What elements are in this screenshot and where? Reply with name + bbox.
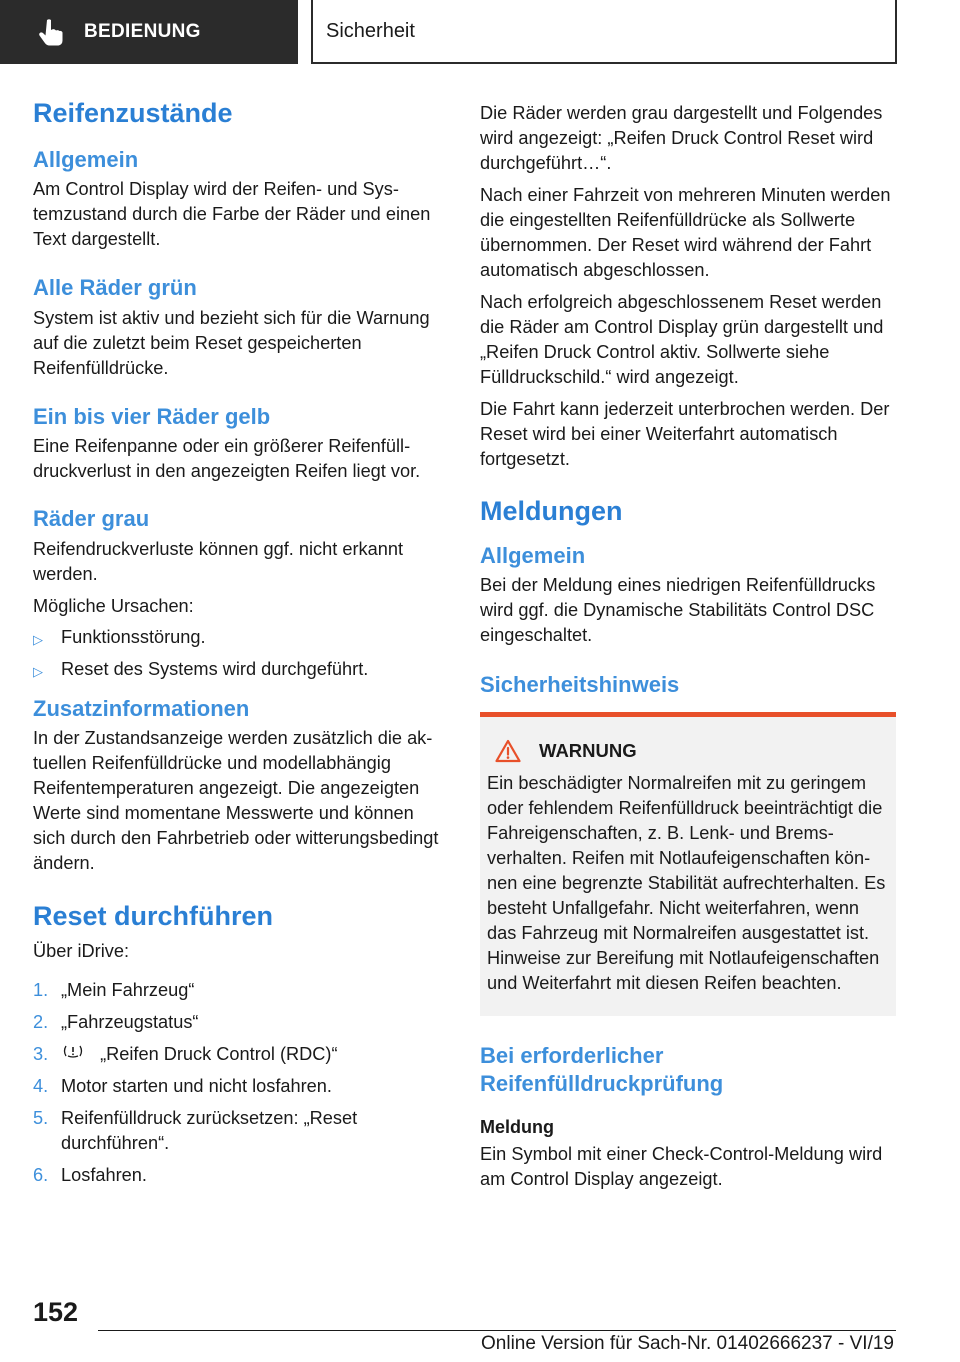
paragraph-unterbrechung: Die Fahrt kann jederzeit unterbrochen werden. Der Reset wird bei einer Weiterfahrt automatisch fortgesetzt. <box>480 399 890 469</box>
page-title: Reifenzustände <box>33 98 233 128</box>
footer-text: Online Version für Sach-Nr. 01402666237 - VI/19 <box>481 1333 894 1354</box>
list-item: 1. „Mein Fahrzeug“ <box>33 980 195 1001</box>
left-column <box>33 98 451 1195</box>
triangle-bullet-icon: ▷ <box>33 631 43 647</box>
heading-gruen: Alle Räder grün <box>33 275 197 301</box>
paragraph-fahrzeit: Nach einer Fahrzeit von mehreren Minuten werden die eingestellten Reifenfülldrücke als Sollwerte übernommen. Der Reset wird während der Fahrt automatisch abgeschlossen. <box>480 185 891 280</box>
paragraph-zusatz: In der Zustandsanzeige werden zusätzlich die aktuellen Reifenfülldrücke und modellabhängig Reifentemperaturen angezeigt. Die angezeigten Werte sind momentane Messwerte und können sich durch den Fahrbetrieb oder witterungsbedingt ändern. <box>33 728 439 873</box>
causes-list <box>33 625 451 682</box>
heading-allgemein: Allgemein <box>33 147 139 173</box>
list-item: 4. Motor starten und nicht losfahren. <box>33 1076 332 1097</box>
heading-zusatz: Zusatzinformationen <box>33 695 250 721</box>
list-item: 5. Reifenfülldruck zurücksetzen: „Reset durchführen“. <box>33 1108 358 1154</box>
paragraph-ursachen: Mögliche Ursachen: <box>33 595 194 616</box>
heading-meldungen: Meldungen <box>480 496 623 526</box>
list-item: ▷ Reset des Systems wird durchgeführt. <box>33 658 369 679</box>
paragraph-gelb: Eine Reifenpanne oder ein größerer Reifenfülldruckverlust in den angezeigten Reifen liegt vor. <box>33 436 421 482</box>
hand-pointer-icon <box>36 17 66 47</box>
warning-label: WARNUNG <box>539 739 637 761</box>
right-column <box>480 101 896 1192</box>
warning-triangle-icon <box>495 739 521 763</box>
heading-meldung: Meldung <box>480 1116 554 1137</box>
paragraph-meldungen: Bei der Meldung eines niedrigen Reifenfülldrucks wird ggf. die Dynamische Stabilitäts Control DSC eingeschaltet. <box>480 575 876 646</box>
warning-box <box>480 712 896 1016</box>
section-label: BEDIENUNG <box>84 21 201 42</box>
warning-text: Ein beschädigter Normalreifen mit zu geringem oder fehlendem Reifenfülldruck beeinträchtigt die Fahreigenschaften, z. B. Lenk- und Bremsverhalten. Reifen mit Notlaufeigenschaften können eine begrenzte Stabilität aufrechterhalten. Es besteht Unfallgefahr. Nicht weiterfahren, wenn das Fahrzeug mit Normalreifen ausgestattet ist. Hinweise zur Bereifung mit Notlaufeigenschaften und Weiterfahrt mit diesen Reifen beachten. <box>487 772 886 993</box>
heading-sicherheit: Sicherheitshinweis <box>480 672 680 698</box>
heading-reset: Reset durchführen <box>33 901 274 931</box>
chapter-tab <box>311 0 897 64</box>
footer-divider <box>98 1330 896 1331</box>
triangle-bullet-icon: ▷ <box>33 663 43 679</box>
list-item: 6. Losfahren. <box>33 1165 147 1186</box>
heading-gelb: Ein bis vier Räder gelb <box>33 403 271 429</box>
paragraph-grau-anzeige: Die Räder werden grau dargestellt und Folgendes wird angezeigt: „Reifen Druck Control Reset wird durchgeführt…“. <box>480 103 883 173</box>
header-bar <box>0 0 960 66</box>
list-item: ▷ Funktionsstörung. <box>33 626 206 647</box>
chapter-label: Sicherheit <box>326 19 415 42</box>
paragraph-grau: Reifendruckverluste können ggf. nicht erkannt werden. <box>33 538 404 584</box>
tire-reset-icon <box>61 1043 85 1067</box>
paragraph-gruen: System ist aktiv und bezieht sich für die Warnung auf die zuletzt beim Reset gespeicherten Reifenfülldrücke. <box>33 307 430 378</box>
reset-steps <box>33 978 451 1188</box>
list-item: 3. „Reifen Druck Control (RDC)“ <box>33 1042 451 1067</box>
list-item: 2. „Fahrzeugstatus“ <box>33 1012 199 1033</box>
heading-grau: Räder grau <box>33 506 150 532</box>
paragraph-erfolgreich: Nach erfolgreich abgeschlossenem Reset werden die Räder am Control Display grün dargestellt und „Reifen Druck Control aktiv. Sollwerte siehe Fülldruckschild.“ wird angezeigt. <box>480 292 884 387</box>
section-tab <box>0 0 298 64</box>
page-number: 152 <box>33 1297 79 1327</box>
heading-meldungen-allgemein: Allgemein <box>480 543 586 569</box>
paragraph-allgemein: Am Control Display wird der Reifen- und Systemzustand durch die Farbe der Räder und einen Text dargestellt. <box>33 179 431 250</box>
paragraph-idrive: Über iDrive: <box>33 941 130 962</box>
heading-pruefung: Bei erforderlicher Reifenfülldruckprüfung <box>480 1042 724 1096</box>
paragraph-symbol: Ein Symbol mit einer Check-Control-Meldung wird am Control Display angezeigt. <box>480 1144 883 1190</box>
